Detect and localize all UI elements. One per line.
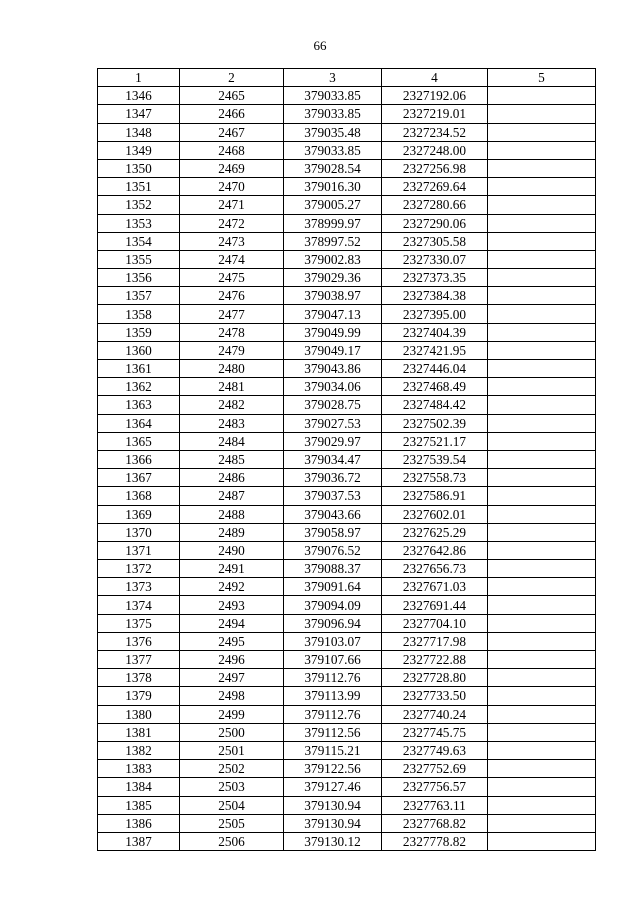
table-cell: 1383: [98, 760, 180, 778]
table-row: [98, 669, 596, 687]
table-cell: 2327248.00: [382, 141, 488, 159]
table-cell: 1380: [98, 705, 180, 723]
table-cell: 1373: [98, 578, 180, 596]
table-cell: 379049.17: [284, 341, 382, 359]
table-cell: 379029.97: [284, 432, 382, 450]
table-row: [98, 760, 596, 778]
table-cell: 379115.21: [284, 741, 382, 759]
table-cell: 378997.52: [284, 232, 382, 250]
table-row: [98, 578, 596, 596]
table-cell: 1350: [98, 159, 180, 177]
table-row: [98, 796, 596, 814]
table-cell: 2327752.69: [382, 760, 488, 778]
table-cell: [488, 196, 596, 214]
table-cell: 1384: [98, 778, 180, 796]
table-cell: 379029.36: [284, 269, 382, 287]
table-cell: 1361: [98, 360, 180, 378]
table-cell: 2485: [180, 450, 284, 468]
table-cell: 2487: [180, 487, 284, 505]
table-cell: 379107.66: [284, 651, 382, 669]
table-row: [98, 469, 596, 487]
table-cell: 379035.48: [284, 123, 382, 141]
table-cell: 2327404.39: [382, 323, 488, 341]
table-cell: 2493: [180, 596, 284, 614]
table-cell: 2327704.10: [382, 614, 488, 632]
table-cell: [488, 669, 596, 687]
table-cell: 379016.30: [284, 178, 382, 196]
table-cell: 2327234.52: [382, 123, 488, 141]
table-cell: [488, 250, 596, 268]
table-cell: 2490: [180, 541, 284, 559]
table-cell: [488, 341, 596, 359]
table-cell: 1376: [98, 632, 180, 650]
table-cell: [488, 305, 596, 323]
table-cell: 2497: [180, 669, 284, 687]
table-cell: 2327671.03: [382, 578, 488, 596]
table-cell: 379049.99: [284, 323, 382, 341]
table-cell: 1378: [98, 669, 180, 687]
table-cell: [488, 505, 596, 523]
table-cell: 2494: [180, 614, 284, 632]
table-row: [98, 723, 596, 741]
column-header: 4: [382, 69, 488, 87]
table-cell: [488, 614, 596, 632]
table-cell: 1369: [98, 505, 180, 523]
table-cell: 379058.97: [284, 523, 382, 541]
table-cell: 2327280.66: [382, 196, 488, 214]
table-row: [98, 196, 596, 214]
table-cell: 379028.75: [284, 396, 382, 414]
table-cell: 1351: [98, 178, 180, 196]
table-cell: [488, 414, 596, 432]
table-cell: 2327395.00: [382, 305, 488, 323]
table-cell: 379033.85: [284, 87, 382, 105]
table-cell: 2327740.24: [382, 705, 488, 723]
table-cell: 379037.53: [284, 487, 382, 505]
table-cell: 2327290.06: [382, 214, 488, 232]
table-cell: 379096.94: [284, 614, 382, 632]
table-cell: 2327691.44: [382, 596, 488, 614]
table-cell: [488, 450, 596, 468]
table-cell: 2327717.98: [382, 632, 488, 650]
table-cell: 2327768.82: [382, 814, 488, 832]
table-cell: 2491: [180, 560, 284, 578]
table-cell: 2327484.42: [382, 396, 488, 414]
table-cell: [488, 760, 596, 778]
table-row: [98, 378, 596, 396]
table-cell: [488, 541, 596, 559]
table-cell: 2327256.98: [382, 159, 488, 177]
table-row: [98, 323, 596, 341]
table-cell: 379130.94: [284, 796, 382, 814]
table-cell: 1363: [98, 396, 180, 414]
table-cell: 2327446.04: [382, 360, 488, 378]
table-cell: 2478: [180, 323, 284, 341]
table-cell: 1358: [98, 305, 180, 323]
table-cell: [488, 269, 596, 287]
table-cell: 379002.83: [284, 250, 382, 268]
table-cell: [488, 632, 596, 650]
column-header: 2: [180, 69, 284, 87]
table-cell: 379028.54: [284, 159, 382, 177]
table-cell: 2465: [180, 87, 284, 105]
table-row: [98, 523, 596, 541]
table-cell: 1355: [98, 250, 180, 268]
table-cell: 2504: [180, 796, 284, 814]
table-cell: [488, 578, 596, 596]
table-cell: 2472: [180, 214, 284, 232]
table-cell: 379034.47: [284, 450, 382, 468]
table-cell: [488, 705, 596, 723]
table-cell: [488, 178, 596, 196]
table-row: [98, 214, 596, 232]
table-cell: 1374: [98, 596, 180, 614]
table-cell: 2327373.35: [382, 269, 488, 287]
table-row: [98, 123, 596, 141]
table-cell: 2327749.63: [382, 741, 488, 759]
table-cell: [488, 360, 596, 378]
column-header: 5: [488, 69, 596, 87]
table-row: [98, 505, 596, 523]
table-cell: [488, 378, 596, 396]
table-cell: 2327384.38: [382, 287, 488, 305]
column-header: 3: [284, 69, 382, 87]
table-cell: [488, 687, 596, 705]
table-cell: 2327192.06: [382, 87, 488, 105]
table-cell: [488, 596, 596, 614]
table-cell: 379027.53: [284, 414, 382, 432]
table-row: [98, 705, 596, 723]
table-cell: 1370: [98, 523, 180, 541]
table-cell: 2327656.73: [382, 560, 488, 578]
table-cell: 2327421.95: [382, 341, 488, 359]
table-cell: 1356: [98, 269, 180, 287]
table-row: [98, 832, 596, 850]
table-cell: 379033.85: [284, 105, 382, 123]
table-cell: 379033.85: [284, 141, 382, 159]
table-row: [98, 651, 596, 669]
table-cell: 1366: [98, 450, 180, 468]
table-cell: [488, 105, 596, 123]
table-cell: 1360: [98, 341, 180, 359]
table-cell: 2492: [180, 578, 284, 596]
table-cell: 379112.76: [284, 669, 382, 687]
table-row: [98, 232, 596, 250]
table-cell: 2503: [180, 778, 284, 796]
table-cell: 1349: [98, 141, 180, 159]
table-row: [98, 596, 596, 614]
table-row: [98, 341, 596, 359]
table-cell: 2471: [180, 196, 284, 214]
table-cell: 2477: [180, 305, 284, 323]
table-cell: 2470: [180, 178, 284, 196]
table-cell: 2484: [180, 432, 284, 450]
table-cell: [488, 287, 596, 305]
table-row: [98, 287, 596, 305]
table-cell: 1368: [98, 487, 180, 505]
table-cell: 1375: [98, 614, 180, 632]
table-cell: 2327728.80: [382, 669, 488, 687]
table-cell: 2473: [180, 232, 284, 250]
table-cell: 1357: [98, 287, 180, 305]
table-cell: 2327558.73: [382, 469, 488, 487]
table-cell: 2474: [180, 250, 284, 268]
table-cell: 1381: [98, 723, 180, 741]
table-cell: [488, 232, 596, 250]
table-cell: 379130.94: [284, 814, 382, 832]
table-cell: 2327722.88: [382, 651, 488, 669]
table-cell: 379103.07: [284, 632, 382, 650]
table-cell: [488, 523, 596, 541]
table-row: [98, 541, 596, 559]
table-cell: [488, 832, 596, 850]
table-cell: 2498: [180, 687, 284, 705]
table-cell: 2327521.17: [382, 432, 488, 450]
table-cell: 379127.46: [284, 778, 382, 796]
table-row: [98, 450, 596, 468]
table-row: [98, 414, 596, 432]
table-cell: 2467: [180, 123, 284, 141]
table-cell: 379112.56: [284, 723, 382, 741]
table-cell: 2483: [180, 414, 284, 432]
table-row: [98, 87, 596, 105]
table-row: [98, 687, 596, 705]
table-cell: 2327733.50: [382, 687, 488, 705]
table-cell: 2480: [180, 360, 284, 378]
table-cell: 2475: [180, 269, 284, 287]
table-row: [98, 105, 596, 123]
table-row: [98, 741, 596, 759]
table-cell: 2327756.57: [382, 778, 488, 796]
table-cell: 379005.27: [284, 196, 382, 214]
table-row: [98, 814, 596, 832]
table-cell: 2476: [180, 287, 284, 305]
table-cell: 2327625.29: [382, 523, 488, 541]
table-cell: 378999.97: [284, 214, 382, 232]
table-cell: 379130.12: [284, 832, 382, 850]
table-cell: 2481: [180, 378, 284, 396]
table-cell: [488, 87, 596, 105]
table-row: [98, 778, 596, 796]
table-cell: 2469: [180, 159, 284, 177]
table-cell: [488, 159, 596, 177]
coordinates-table: [97, 68, 596, 851]
page-number: 66: [313, 38, 327, 53]
table-cell: 2505: [180, 814, 284, 832]
table-cell: 1352: [98, 196, 180, 214]
table-cell: 379122.56: [284, 760, 382, 778]
table-row: [98, 560, 596, 578]
table-cell: [488, 814, 596, 832]
table-row: [98, 269, 596, 287]
table-cell: 1386: [98, 814, 180, 832]
column-header: 1: [98, 69, 180, 87]
table-row: [98, 178, 596, 196]
table-cell: 1377: [98, 651, 180, 669]
table-row: [98, 250, 596, 268]
table-cell: 2506: [180, 832, 284, 850]
table-cell: 1359: [98, 323, 180, 341]
table-cell: 379043.66: [284, 505, 382, 523]
table-cell: 1348: [98, 123, 180, 141]
table-cell: 2327219.01: [382, 105, 488, 123]
table-cell: 2468: [180, 141, 284, 159]
table-row: [98, 360, 596, 378]
table-cell: 379112.76: [284, 705, 382, 723]
table-cell: 2327642.86: [382, 541, 488, 559]
table-cell: [488, 469, 596, 487]
table-cell: 1372: [98, 560, 180, 578]
table-cell: 1354: [98, 232, 180, 250]
table-cell: 2499: [180, 705, 284, 723]
table-row: [98, 159, 596, 177]
table-cell: [488, 560, 596, 578]
table-row: [98, 487, 596, 505]
table-cell: [488, 396, 596, 414]
table-cell: 2327763.11: [382, 796, 488, 814]
table-cell: 2327468.49: [382, 378, 488, 396]
table-cell: 379047.13: [284, 305, 382, 323]
table-cell: 1365: [98, 432, 180, 450]
table-cell: 379043.86: [284, 360, 382, 378]
table-cell: 2327602.01: [382, 505, 488, 523]
table-cell: 1382: [98, 741, 180, 759]
table-cell: 2479: [180, 341, 284, 359]
table-cell: 2327330.07: [382, 250, 488, 268]
table-row: [98, 432, 596, 450]
table-cell: 2496: [180, 651, 284, 669]
table-cell: 379076.52: [284, 541, 382, 559]
table-cell: 1385: [98, 796, 180, 814]
table-cell: 2327778.82: [382, 832, 488, 850]
table-cell: [488, 796, 596, 814]
table-cell: 1387: [98, 832, 180, 850]
table-cell: 2495: [180, 632, 284, 650]
table-cell: 2501: [180, 741, 284, 759]
table-cell: 1362: [98, 378, 180, 396]
table-cell: [488, 123, 596, 141]
table-cell: 2466: [180, 105, 284, 123]
table-cell: 1367: [98, 469, 180, 487]
table-cell: 2482: [180, 396, 284, 414]
table-row: [98, 396, 596, 414]
table-cell: [488, 487, 596, 505]
table-cell: 379034.06: [284, 378, 382, 396]
table-cell: 379038.97: [284, 287, 382, 305]
table-cell: 2327539.54: [382, 450, 488, 468]
table-cell: 1353: [98, 214, 180, 232]
table-header-row: [98, 69, 596, 87]
table-cell: 1347: [98, 105, 180, 123]
table-cell: 1364: [98, 414, 180, 432]
table-cell: 2327305.58: [382, 232, 488, 250]
table-cell: [488, 723, 596, 741]
table-cell: 2327745.75: [382, 723, 488, 741]
table-cell: 2327269.64: [382, 178, 488, 196]
table-cell: 2327586.91: [382, 487, 488, 505]
table-cell: 1379: [98, 687, 180, 705]
table-cell: [488, 741, 596, 759]
table-row: [98, 305, 596, 323]
table-cell: 379094.09: [284, 596, 382, 614]
table-cell: [488, 323, 596, 341]
table-cell: 379091.64: [284, 578, 382, 596]
table-cell: [488, 214, 596, 232]
table-cell: 2488: [180, 505, 284, 523]
table-row: [98, 632, 596, 650]
table-cell: [488, 778, 596, 796]
table-cell: 379088.37: [284, 560, 382, 578]
table-cell: 379036.72: [284, 469, 382, 487]
table-cell: 2489: [180, 523, 284, 541]
table-cell: 2502: [180, 760, 284, 778]
table-cell: 2486: [180, 469, 284, 487]
table-row: [98, 614, 596, 632]
table-cell: 379113.99: [284, 687, 382, 705]
table-cell: 2500: [180, 723, 284, 741]
table-body: [98, 87, 596, 851]
table-cell: 2327502.39: [382, 414, 488, 432]
table-cell: [488, 141, 596, 159]
table-cell: [488, 651, 596, 669]
table-row: [98, 141, 596, 159]
table-cell: 1346: [98, 87, 180, 105]
table-cell: [488, 432, 596, 450]
table-cell: 1371: [98, 541, 180, 559]
